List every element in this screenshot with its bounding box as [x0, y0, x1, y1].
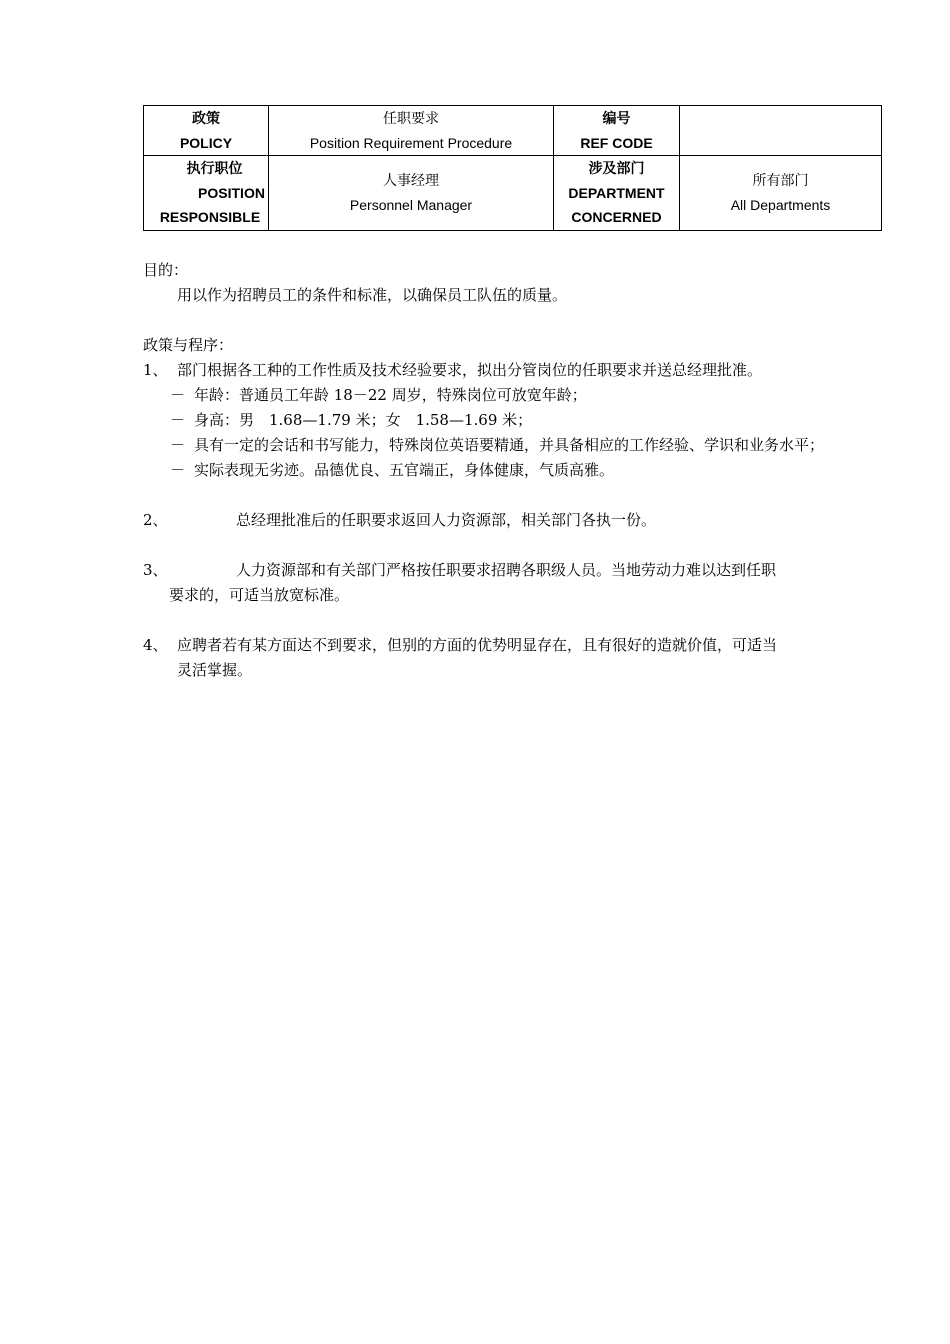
policy-value-cn: 任职要求 — [383, 110, 439, 127]
dept-label-en-2: CONCERNED — [571, 209, 662, 225]
dept-label-cell — [554, 156, 680, 231]
policy-label-cn: 政策 — [192, 110, 220, 127]
ref-value-cell — [680, 106, 882, 156]
policy-item-3 — [143, 558, 855, 583]
bullet-row — [143, 383, 855, 408]
item-text: 部门根据各工种的工作性质及技术经验要求，拟出分管岗位的任职要求并送总经理批准。 — [177, 361, 763, 379]
header-table — [143, 105, 882, 231]
policy-value-cell — [269, 106, 554, 156]
policy-heading: 政策与程序： — [143, 336, 234, 354]
header-row-position — [144, 156, 882, 231]
item-text: 总经理批准后的任职要求返回人力资源部，相关部门各执一份。 — [236, 511, 657, 529]
item-number: 1、 — [143, 361, 168, 379]
item-number: 4、 — [143, 636, 168, 654]
position-value-cn: 人事经理 — [383, 173, 439, 189]
bullet-row — [143, 433, 855, 458]
bullet-row — [143, 408, 855, 433]
policy-item-4 — [143, 633, 855, 658]
policy-value-en: Position Requirement Procedure — [309, 134, 513, 151]
ref-label-en: REF CODE — [580, 134, 653, 151]
ref-label-cell — [554, 106, 680, 156]
dept-value-en: All Departments — [730, 197, 831, 213]
dash-marker: － — [170, 386, 186, 404]
item-text: 人力资源部和有关部门严格按任职要求招聘各职级人员。当地劳动力难以达到任职 — [236, 561, 777, 579]
dept-value-cn: 所有部门 — [752, 173, 809, 189]
position-label-cell — [144, 156, 269, 231]
position-value-en: Personnel Manager — [349, 197, 473, 213]
purpose-heading: 目的： — [143, 261, 189, 279]
dash-marker: － — [170, 461, 186, 479]
item-text-continued: 灵活掌握。 — [177, 661, 253, 679]
position-label-cn: 执行职位 — [186, 161, 243, 177]
dept-label-en-1: DEPARTMENT — [568, 185, 665, 201]
header-row-policy — [144, 106, 882, 156]
policy-item-2 — [143, 508, 855, 533]
document-body — [143, 258, 855, 683]
item-number: 2、 — [143, 511, 168, 529]
bullet-row — [143, 458, 855, 483]
position-label-en-1: POSITION — [198, 185, 265, 201]
bullet-text: 年龄：普通员工年龄 18－22 周岁，特殊岗位可放宽年龄； — [194, 386, 587, 404]
position-label-en-2: RESPONSIBLE — [159, 209, 261, 225]
policy-label-cell — [144, 106, 269, 156]
ref-label-cn: 编号 — [602, 110, 631, 127]
dash-marker: － — [170, 411, 186, 429]
position-value-cell — [269, 156, 554, 231]
policy-item-1 — [143, 358, 855, 383]
purpose-text: 用以作为招聘员工的条件和标准，以确保员工队伍的质量。 — [177, 286, 568, 304]
dept-value-cell — [680, 156, 882, 231]
bullet-text: 身高：男 1.68—1.79 米；女 1.58—1.69 米； — [194, 411, 533, 429]
item-number: 3、 — [143, 561, 168, 579]
item-text-continued: 要求的，可适当放宽标准。 — [169, 586, 350, 604]
bullet-text: 具有一定的会话和书写能力，特殊岗位英语要精通，并具备相应的工作经验、学识和业务水平； — [194, 436, 825, 454]
dept-label-cn: 涉及部门 — [588, 161, 645, 177]
dash-marker: － — [170, 436, 186, 454]
item-text: 应聘者若有某方面达不到要求，但别的方面的优势明显存在，且有很好的造就价值，可适当 — [177, 636, 778, 654]
bullet-text: 实际表现无劣迹。品德优良、五官端正，身体健康，气质高雅。 — [194, 461, 615, 479]
policy-label-en: POLICY — [179, 134, 233, 151]
